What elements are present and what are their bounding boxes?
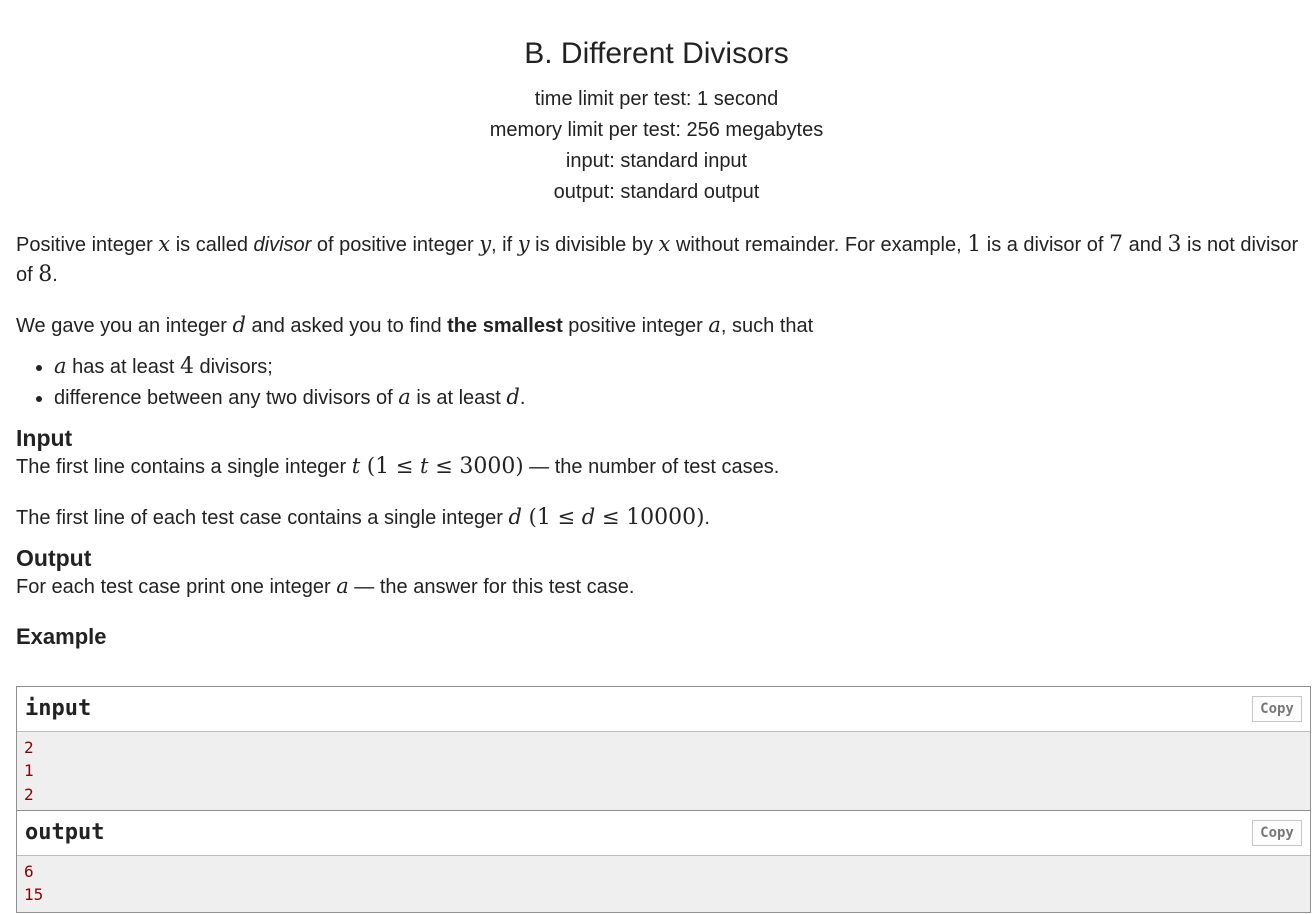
problem-title: B. Different Divisors <box>524 37 789 70</box>
sample-input-content <box>17 732 1310 811</box>
copy-output-button[interactable]: Copy <box>1252 820 1302 846</box>
math-d: d <box>232 313 246 337</box>
math-number: 7 <box>1109 232 1124 257</box>
memory-limit: memory limit per test: 256 megabytes <box>489 119 824 141</box>
list-item: • a has at least 4 divisors; <box>54 351 1311 382</box>
input-heading: Input <box>16 425 73 451</box>
list-item: • difference between any two divisors of a is at least d. <box>54 382 1311 413</box>
conditions-list <box>16 351 1311 413</box>
bold-smallest: the smallest <box>447 315 563 337</box>
problem-statement <box>16 230 1311 650</box>
statement-paragraph-1: Positive integer x is called divisor of positive integer y, if y is divisible by x without remainder. For example, 1 is a divisor of 7 and 3 is not divisor of 8. <box>16 232 1299 287</box>
input-paragraph-1: The first line contains a single integer t (1 ≤ t ≤ 3000) — the number of test cases. <box>16 454 780 479</box>
math-number: 1 <box>967 232 982 257</box>
math-a: a <box>708 313 721 337</box>
sample-input-label: input <box>25 696 92 721</box>
sample-output-label: output <box>25 820 105 845</box>
math-number: 3 <box>1167 232 1182 257</box>
problem-header <box>0 0 1313 208</box>
math-x: x <box>158 232 171 256</box>
output-file: output: standard output <box>553 181 760 203</box>
sample-line: 6 <box>24 862 34 881</box>
problem-limits <box>0 84 1313 208</box>
sample-line: 2 <box>24 784 34 804</box>
input-paragraph-2: The first line of each test case contains a single integer d (1 ≤ d ≤ 10000). <box>16 505 710 530</box>
sample-test <box>16 686 1311 913</box>
output-heading: Output <box>16 545 92 571</box>
sample-output-header <box>17 811 1310 856</box>
math-number: 8 <box>38 262 53 287</box>
input-file: input: standard input <box>565 150 748 172</box>
copy-input-button[interactable]: Copy <box>1252 696 1302 722</box>
time-limit: time limit per test: 1 second <box>534 88 779 110</box>
sample-line: 2 <box>24 738 34 757</box>
math-x: x <box>658 232 671 256</box>
example-heading: Example <box>16 624 107 649</box>
output-paragraph: For each test case print one integer a — the answer for this test case. <box>16 574 635 598</box>
math-y: y <box>479 232 492 256</box>
sample-line: 1 <box>24 761 34 781</box>
sample-input-header <box>17 687 1310 732</box>
sample-output-content <box>17 856 1310 912</box>
statement-paragraph-2: We gave you an integer d and asked you to find the smallest positive integer a, such that <box>16 313 814 337</box>
math-y: y <box>517 232 530 256</box>
divisor-term: divisor <box>253 234 312 256</box>
sample-line: 15 <box>24 885 44 905</box>
